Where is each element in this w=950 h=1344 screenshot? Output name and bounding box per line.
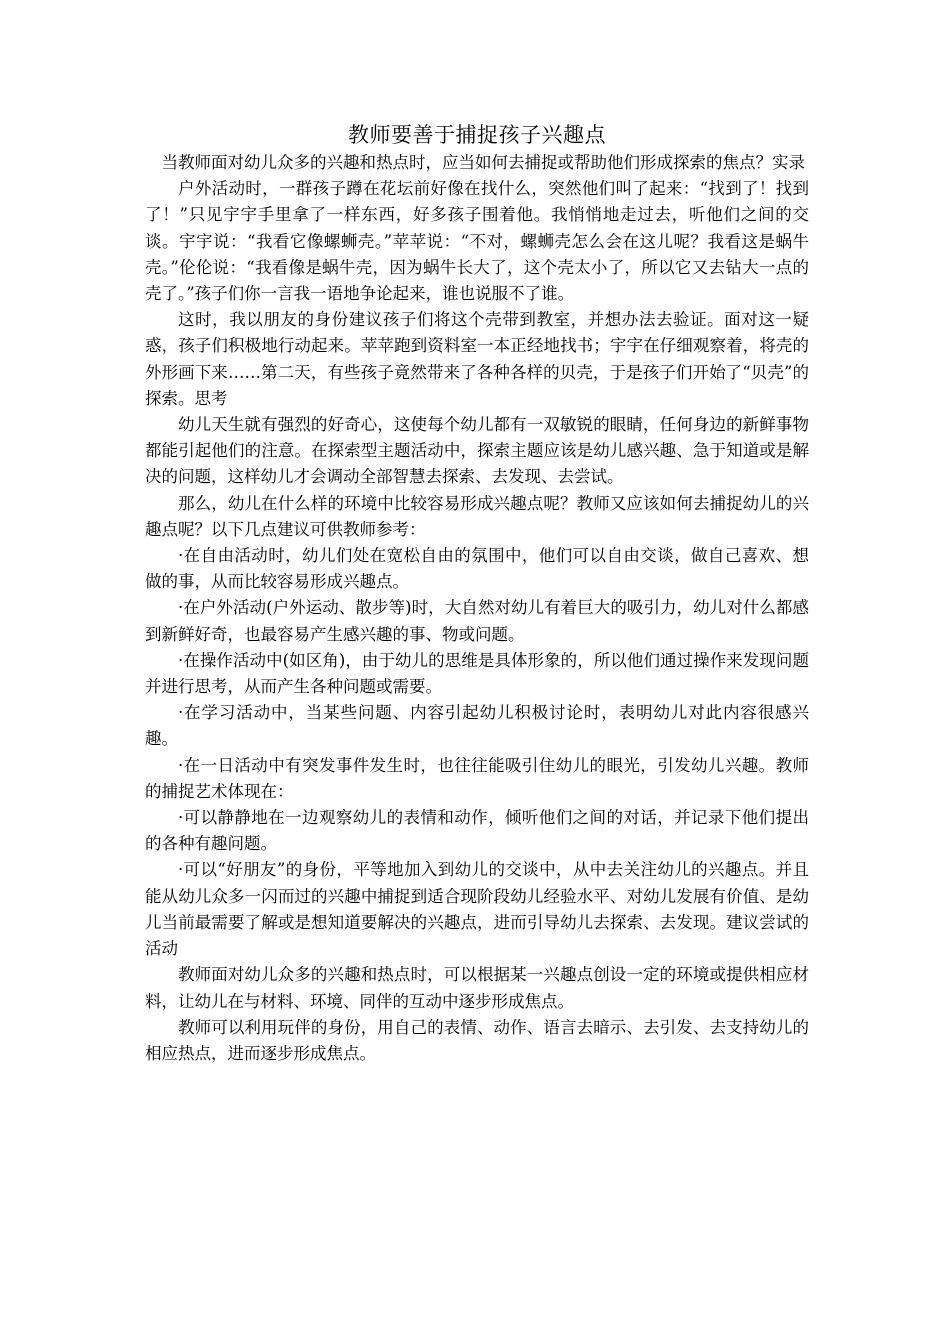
paragraph: 教师可以利用玩伴的身份，用自己的表情、动作、语言去暗示、去引发、去支持幼儿的相应热点，进而逐步形成焦点。 (145, 1017, 809, 1063)
paragraph: ·在户外活动(户外运动、散步等)时，大自然对幼儿有着巨大的吸引力，幼儿对什么都感到新鲜好奇，也最容易产生感兴趣的事、物或问题。 (145, 598, 809, 644)
document-title: 教师要善于捕捉孩子兴趣点 (348, 123, 606, 147)
document-page (145, 120, 809, 1067)
paragraph: 那么，幼儿在什么样的环境中比较容易形成兴趣点呢？教师又应该如何去捕捉幼儿的兴趣点呢？以下几点建议可供教师参考： (145, 493, 809, 539)
paragraph: ·可以“好朋友”的身份，平等地加入到幼儿的交谈中，从中去关注幼儿的兴趣点。并且能从幼儿众多一闪而过的兴趣中捕捉到适合现阶段幼儿经验水平、对幼儿发展有价值、是幼儿当前最需要了解或是想知道要解决的兴趣点，进而引导幼儿去探索、去发现。建议尝试的活动 (145, 860, 809, 959)
paragraph: 这时，我以朋友的身份建议孩子们将这个壳带到教室，并想办法去验证。面对这一疑惑，孩子们积极地行动起来。苹苹跑到资料室一本正经地找书；宇宇在仔细观察着，将壳的外形画下来……第二天，有些孩子竟然带来了各种各样的贝壳，于是孩子们开始了“贝壳”的探索。思考 (145, 310, 809, 408)
paragraph: ·在学习活动中，当某些问题、内容引起幼儿积极讨论时，表明幼儿对此内容很感兴趣。 (145, 703, 809, 749)
paragraph: 当教师面对幼儿众多的兴趣和热点时，应当如何去捕捉或帮助他们形成探索的焦点？实录 (161, 153, 805, 172)
paragraph: ·在操作活动中(如区角)，由于幼儿的思维是具体形象的，所以他们通过操作来发现问题并进行思考，从而产生各种问题或需要。 (145, 650, 809, 697)
document-body (145, 150, 809, 1067)
paragraph: ·在自由活动时，幼儿们处在宽松自由的氛围中，他们可以自由交谈，做自己喜欢、想做的事，从而比较容易形成兴趣点。 (145, 546, 809, 592)
paragraph: 幼儿天生就有强烈的好奇心，这使每个幼儿都有一双敏锐的眼睛，任何身边的新鲜事物都能引起他们的注意。在探索型主题活动中，探索主题应该是幼儿感兴趣、急于知道或是解决的问题，这样幼儿才会调动全部智慧去探索、去发现、去尝试。 (145, 415, 809, 487)
paragraph: ·在一日活动中有突发事件发生时，也往往能吸引住幼儿的眼光，引发幼儿兴趣。教师的捕捉艺术体现在： (145, 755, 809, 801)
paragraph: 教师面对幼儿众多的兴趣和热点时，可以根据某一兴趣点创设一定的环境或提供相应材料，让幼儿在与材料、环境、同伴的互动中逐步形成焦点。 (145, 965, 809, 1011)
paragraph: 户外活动时，一群孩子蹲在花坛前好像在找什么，突然他们叫了起来：“找到了！找到了！”只见宇宇手里拿了一样东西，好多孩子围着他。我悄悄地走过去，听他们之间的交谈。宇宇说：“我看它像螺蛳壳。”苹苹说：“不对，螺蛳壳怎么会在这儿呢？我看这是蜗牛壳。”伦伦说：“我看像是蜗牛壳，因为蜗牛长大了，这个壳太小了，所以它又去钻大一点的壳了。”孩子们你一言我一语地争论起来，谁也说服不了谁。 (145, 179, 809, 304)
paragraph: ·可以静静地在一边观察幼儿的表情和动作，倾听他们之间的对话，并记录下他们提出的各种有趣问题。 (145, 808, 809, 854)
